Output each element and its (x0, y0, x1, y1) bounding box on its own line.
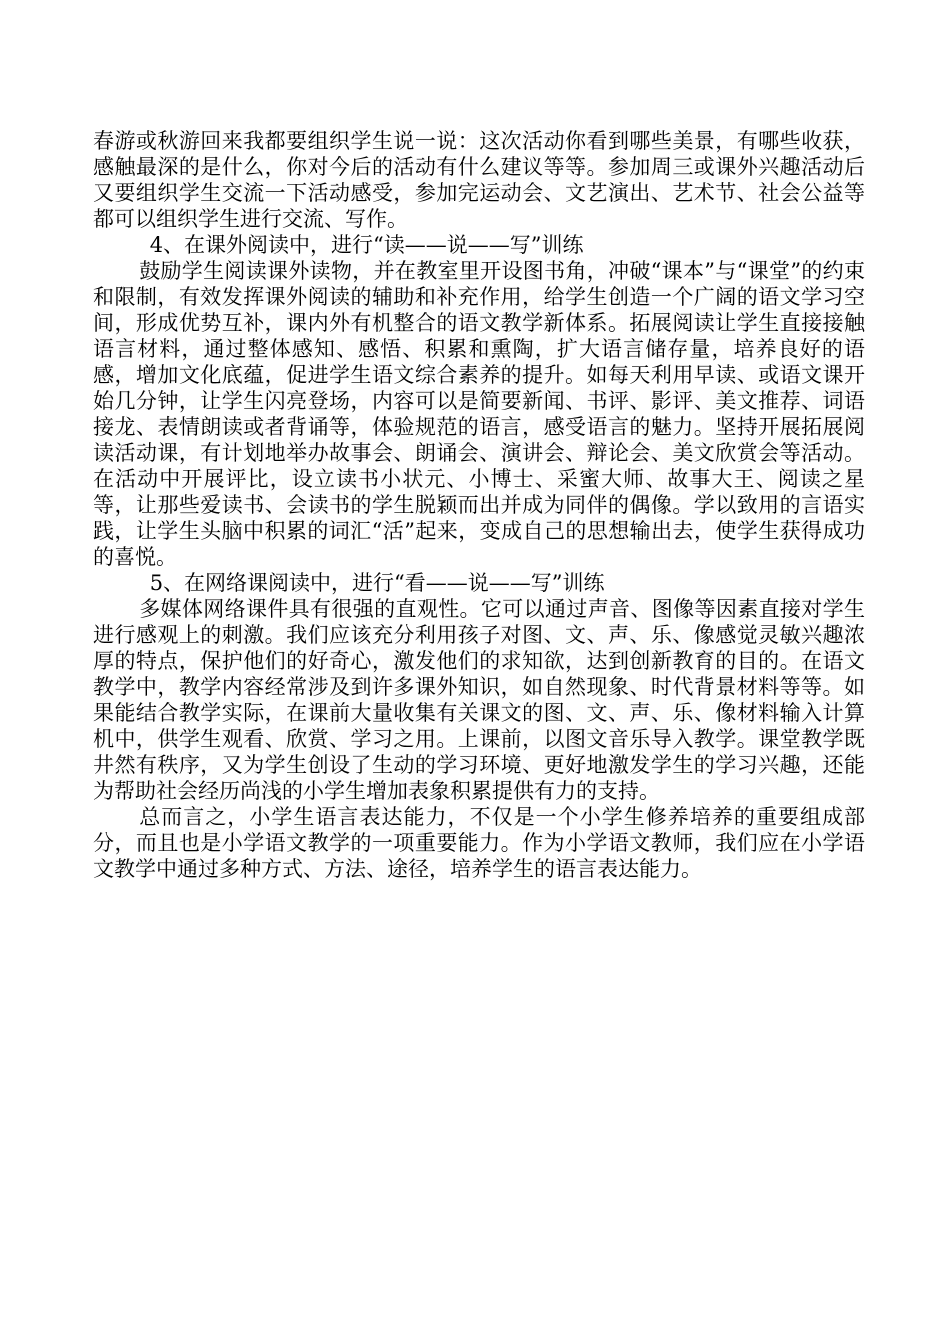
paragraph-conclusion: 总而言之，小学生语言表达能力，不仅是一个小学生修养培养的重要组成部分，而且也是小学语文教学的一项重要能力。作为小学语文教师，我们应在小学语文教学中通过多种方式、方法、途径，培养学生的语言表达能力。 (93, 805, 865, 881)
section-heading-extracurricular-reading: 4、在课外阅读中，进行“读——说——写”训练 (149, 233, 584, 257)
document-body (93, 128, 865, 882)
section-heading-online-reading: 5、在网络课阅读中，进行“看——说——写”训练 (149, 571, 605, 595)
paragraph-multimedia-courseware: 多媒体网络课件具有很强的直观性。它可以通过声音、图像等因素直接对学生进行感观上的刺激。我们应该充分利用孩子对图、文、声、乐、像感觉灵敏兴趣浓厚的特点，保护他们的好奇心，激发他们的求知欲，达到创新教育的目的。在语文教学中，教学内容经常涉及到许多课外知识，如自然现象、时代背景材料等等。如果能结合教学实际，在课前大量收集有关课文的图、文、声、乐、像材料输入计算机中，供学生观看、欣赏、学习之用。上课前，以图文音乐导入教学。课堂教学既井然有秩序，又为学生创设了生动的学习环境、更好地激发学生的学习兴趣，还能为帮助社会经历尚浅的小学生增加表象积累提供有力的支持。 (93, 597, 865, 803)
paragraph-extracurricular-reading: 鼓励学生阅读课外读物，并在教室里开设图书角，冲破“课本”与“课堂”的约束和限制，有效发挥课外阅读的辅助和补充作用，给学生创造一个广阔的语文学习空间，形成优势互补，课内外有机整合的语文教学新体系。拓展阅读让学生直接接触语言材料，通过整体感知、感悟、积累和熏陶，扩大语言储存量，培养良好的语感，增加文化底蕴，促进学生语文综合素养的提升。如每天利用早读、或语文课开始几分钟，让学生闪亮登场，内容可以是简要新闻、书评、影评、美文推荐、词语接龙、表情朗读或者背诵等，体验规范的语言，感受语言的魅力。坚持开展拓展阅读活动课，有计划地举办故事会、朗诵会、演讲会、辩论会、美文欣赏会等活动。在活动中开展评比，设立读书小状元、小博士、采蜜大师、故事大王、阅读之星等，让那些爱读书、会读书的学生脱颖而出并成为同伴的偶像。学以致用的言语实践，让学生头脑中积累的词汇“活”起来，变成自己的思想输出去，使学生获得成功的喜悦。 (93, 259, 865, 569)
paragraph-activity-reflection: 春游或秋游回来我都要组织学生说一说：这次活动你看到哪些美景，有哪些收获，感触最深的是什么，你对今后的活动有什么建议等等。参加周三或课外兴趣活动后又要组织学生交流一下活动感受，参加完运动会、文艺演出、艺术节、社会公益等都可以组织学生进行交流、写作。 (93, 129, 865, 231)
